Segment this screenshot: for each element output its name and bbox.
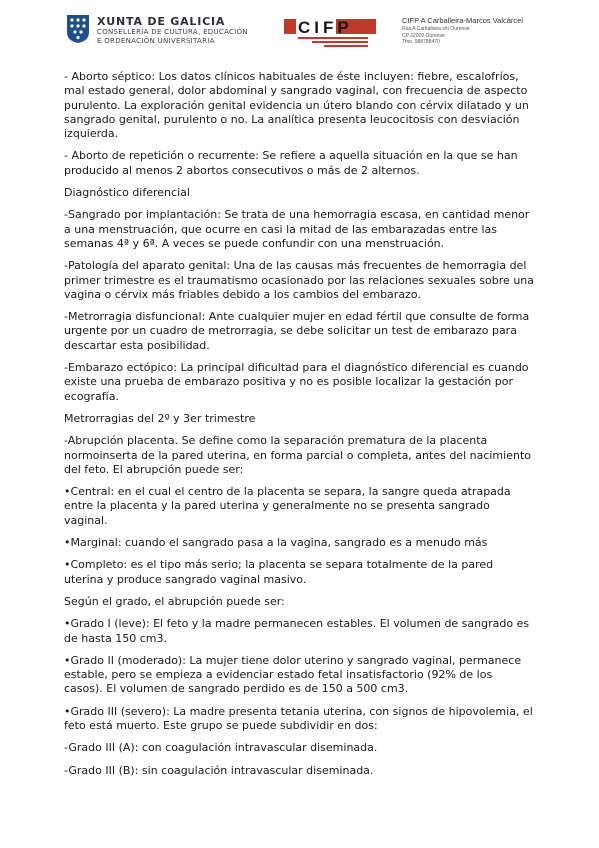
cifp-logo-text: CIFP xyxy=(298,18,353,37)
paragraph: -Grado III (B): sin coagulación intravascular diseminada. xyxy=(64,763,374,777)
paragraph: -Sangrado por implantación: Se trata de una hemorragia escasa, en cantidad menor a una menstruación, que ocurre en casi la mitad de las embarazadas entre las semanas 4ª y 6ª. A veces se puede confundir con una menstruación. xyxy=(64,208,530,250)
center-address: Rúa A Carballeira s/n Ourense xyxy=(402,26,470,32)
org-subtitle-2: E ORDENACIÓN UNIVERSITARIA xyxy=(97,37,215,45)
paragraph: - Aborto séptico: Los datos clínicos habituales de éste incluyen: fiebre, escalofríos, mal estado general, dolor abdominal y sangrado vaginal, con frecuencia de aspecto purulento. La exploración genital evidencia un útero blando con cérvix dilatado y un sangrado genital, purulento o no. La analítica presenta leucocitosis con desviación izquierda. xyxy=(64,70,529,141)
paragraph: •Grado II (moderado): La mujer tiene dolor uterino y sangrado vaginal, permanece estable, pero se empieza a evidenciar estado fetal insatisfactorio (92% de los casos). El volumen de sangrado perdido es de 150 a 500 cm3. xyxy=(64,653,522,696)
section-heading: Metrorragias del 2º y 3er trimestre xyxy=(64,411,256,425)
center-postal: CP 32002 Ourense xyxy=(402,32,445,39)
page-header xyxy=(0,0,599,60)
paragraph: -Metrorragia disfuncional: Ante cualquier mujer en edad fértil que consulte de forma urgente por un cuadro de metrorragia, se debe solicitar un test de embarazo para descartar esta posibilidad. xyxy=(64,310,530,352)
center-info xyxy=(402,16,523,46)
org-subtitle-1: CONSELLERÍA DE CULTURA, EDUCACIÓN xyxy=(97,28,248,36)
paragraph: •Grado III (severo): La madre presenta tetania uterina, con signos de hipovolemia, el feto está muerto. Este grupo se puede subdividir en dos: xyxy=(64,704,533,732)
paragraph: -Patología del aparato genital: Una de las causas más frecuentes de hemorragia del primer trimestre es el traumatismo ocasionado por las relaciones sexuales sobre una vagina o cérvix más friables debido a los cambios del embarazo. xyxy=(64,259,534,301)
paragraph: •Completo: es el tipo más serio; la placenta se separa totalmente de la pared uterina y produce sangrado vaginal masivo. xyxy=(64,558,494,586)
document-body xyxy=(64,70,534,786)
paragraph: -Abrupción placenta. Se define como la separación prematura de la placenta normoinserta de la pared uterina, en forma parcial o completa, antes del nacimiento del feto. El abrupción puede ser: xyxy=(64,434,531,476)
paragraph: •Grado I (leve): El feto y la madre permanecen estables. El volumen de sangrado es de hasta 150 cm3. xyxy=(64,617,530,645)
paragraph: •Marginal: cuando el sangrado pasa a la vagina, sangrado es a menudo más xyxy=(64,536,488,550)
section-heading: Diagnóstico diferencial xyxy=(64,186,190,200)
center-phone: Tfno. 988788470 xyxy=(402,39,440,45)
cifp-logo-icon xyxy=(284,15,380,49)
center-name: CIFP A Carballeira-Marcos Valcárcel xyxy=(402,16,524,25)
paragraph: Según el grado, el abrupción puede ser: xyxy=(64,594,285,608)
paragraph: •Central: en el cual el centro de la placenta se separa, la sangre queda atrapada entre la placenta y la pared uterina y generalmente no se presenta sangrado vaginal. xyxy=(64,485,511,527)
org-name: XUNTA DE GALICIA xyxy=(97,15,226,28)
xunta-shield-logo-icon xyxy=(66,14,90,44)
paragraph: - Aborto de repetición o recurrente: Se refiere a aquella situación en la que se han producido al menos 2 abortos consecutivos o más de 2 alternos. xyxy=(64,149,518,177)
xunta-org-text xyxy=(97,15,248,46)
paragraph: -Grado III (A): con coagulación intravascular diseminada. xyxy=(64,741,378,755)
paragraph: -Embarazo ectópico: La principal dificultad para el diagnóstico diferencial es cuando existe una prueba de embarazo positiva y no es posible localizar la gestación por ecografía. xyxy=(64,361,529,403)
